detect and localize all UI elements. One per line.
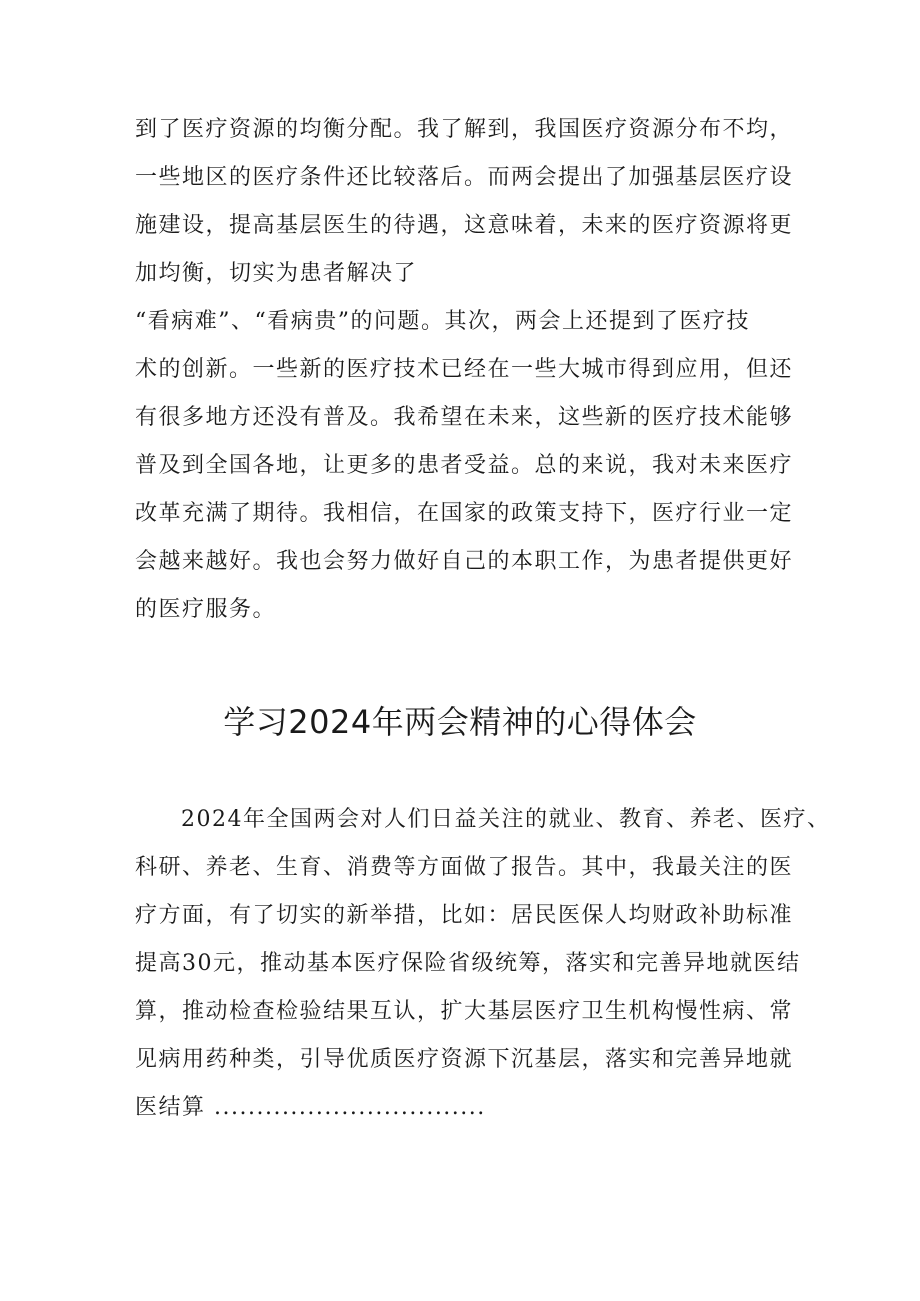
paragraph-line: 2024年全国两会对人们日益关注的就业、教育、养老、医疗、 bbox=[181, 807, 831, 832]
paragraph-line: 科研、养老、生育、消费等方面做了报告。其中，我最关注的医 bbox=[135, 855, 794, 880]
paragraph-line: 医结算 ................................ bbox=[135, 1095, 486, 1120]
paragraph-line: 改革充满了期待。我相信，在国家的政策支持下，医疗行业一定 bbox=[135, 501, 794, 526]
paragraph-line: 算，推动检查检验结果互认，扩大基层医疗卫生机构慢性病、常 bbox=[135, 999, 794, 1024]
paragraph-line: 术的创新。一些新的医疗技术已经在一些大城市得到应用，但还 bbox=[135, 357, 794, 382]
paragraph-line: 到了医疗资源的均衡分配。我了解到，我国医疗资源分布不均， bbox=[135, 117, 794, 142]
paragraph-line: 见病用药种类，引导优质医疗资源下沉基层，落实和完善异地就 bbox=[135, 1047, 794, 1072]
paragraph-line: 提高30元，推动基本医疗保险省级统筹，落实和完善异地就医结 bbox=[135, 951, 801, 976]
paragraph-line: 普及到全国各地，让更多的患者受益。总的来说，我对未来医疗 bbox=[135, 453, 794, 478]
paragraph-line: 会越来越好。我也会努力做好自己的本职工作，为患者提供更好 bbox=[135, 549, 794, 574]
paragraph-line: 的医疗服务。 bbox=[135, 597, 277, 622]
paragraph-line: 疗方面，有了切实的新举措，比如：居民医保人均财政补助标准 bbox=[135, 903, 794, 928]
paragraph-line: 施建设，提高基层医生的待遇，这意味着，未来的医疗资源将更 bbox=[135, 213, 794, 238]
paragraph-line: 有很多地方还没有普及。我希望在未来，这些新的医疗技术能够 bbox=[135, 405, 794, 430]
paragraph-line: “看病难”、“看病贵”的问题。其次，两会上还提到了医疗技 bbox=[135, 309, 750, 334]
paragraph-line: 加均衡，切实为患者解决了 bbox=[135, 261, 418, 286]
section-title: 学习2024年两会精神的心得体会 bbox=[223, 703, 697, 741]
paragraph-line: 一些地区的医疗条件还比较落后。而两会提出了加强基层医疗设 bbox=[135, 165, 794, 190]
